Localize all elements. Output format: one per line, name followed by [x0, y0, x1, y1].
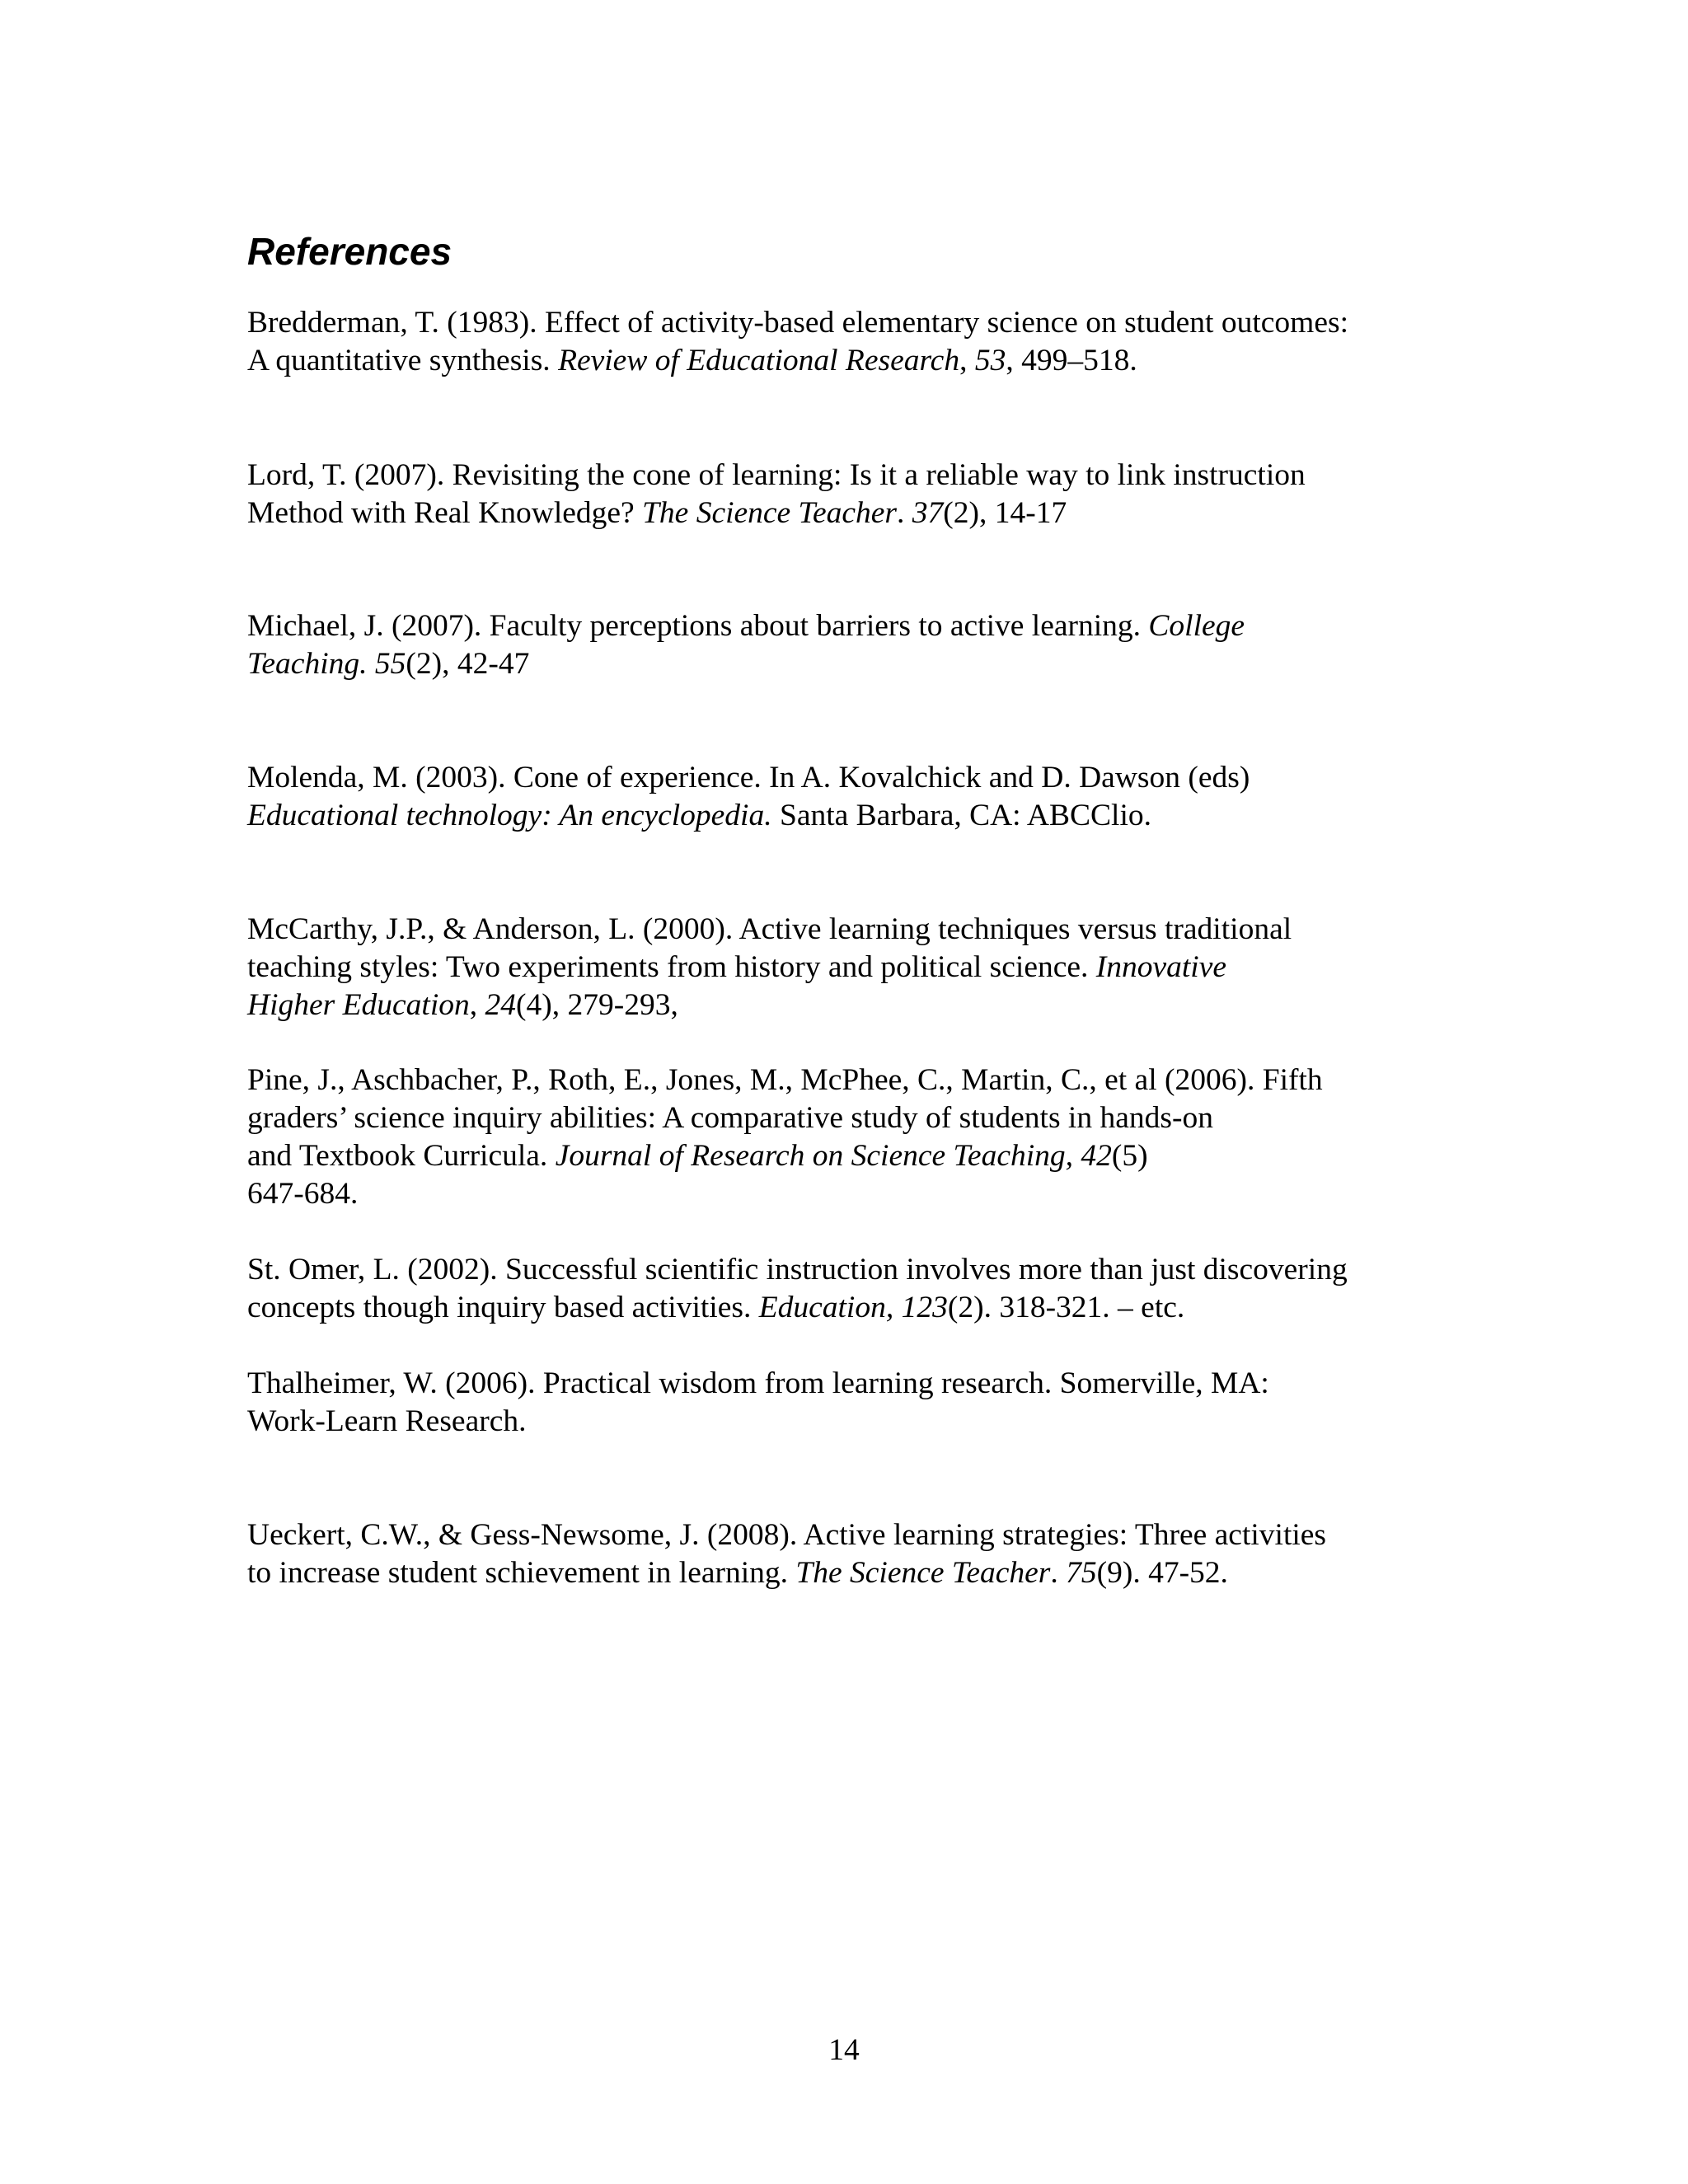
- reference-text: and Textbook Curricula.: [247, 1139, 556, 1173]
- reference-line: [247, 645, 1533, 683]
- reference-text: (5): [1111, 1139, 1148, 1173]
- reference-michael: [247, 607, 1533, 683]
- volume-number: 37: [912, 496, 944, 530]
- reference-line: [247, 1137, 1533, 1175]
- reference-text: Method with Real Knowledge?: [247, 496, 643, 530]
- journal-title: Journal of Research on Science Teaching, 42: [555, 1139, 1112, 1173]
- journal-title: Higher Education: [247, 988, 470, 1022]
- reference-line: [247, 987, 1533, 1024]
- volume-number: 24: [485, 988, 517, 1022]
- journal-title: The Science Teacher: [795, 1556, 1051, 1590]
- reference-text: teaching styles: Two experiments from history and political science.: [247, 950, 1096, 984]
- reference-text: (9). 47-52.: [1096, 1556, 1228, 1590]
- reference-text: .: [1050, 1556, 1067, 1590]
- journal-title: Teaching. 55: [247, 647, 406, 681]
- reference-text: Santa Barbara, CA: ABCClio.: [771, 799, 1151, 832]
- reference-line: Thalheimer, W. (2006). Practical wisdom from learning research. Somerville, MA:: [247, 1366, 1269, 1400]
- reference-line: McCarthy, J.P., & Anderson, L. (2000). Active learning techniques versus traditional: [247, 912, 1292, 946]
- book-title: Educational technology: An encyclopedia.: [247, 799, 772, 832]
- reference-text: (2), 14-17: [943, 496, 1067, 530]
- volume-number: 53: [974, 344, 1006, 377]
- reference-line: Lord, T. (2007). Revisiting the cone of learning: Is it a reliable way to link instruction: [247, 458, 1306, 492]
- reference-line: Molenda, M. (2003). Cone of experience. In A. Kovalchick and D. Dawson (eds): [247, 761, 1250, 794]
- reference-line: St. Omer, L. (2002). Successful scientific instruction involves more than just discovering: [247, 1253, 1348, 1286]
- reference-line: Bredderman, T. (1983). Effect of activity-based elementary science on student outcomes:: [247, 306, 1348, 340]
- reference-line: [247, 607, 1533, 645]
- reference-text: (4), 279-293,: [516, 988, 678, 1022]
- volume-number: 75: [1066, 1556, 1097, 1590]
- reference-text: , 499–518.: [1006, 344, 1137, 377]
- journal-title: The Science Teacher: [642, 496, 897, 530]
- reference-line: [247, 1289, 1533, 1327]
- reference-thalheimer: [247, 1365, 1533, 1441]
- reference-line: Pine, J., Aschbacher, P., Roth, E., Jones, M., McPhee, C., Martin, C., et al (2006). Fifth: [247, 1063, 1323, 1097]
- reference-text: ,: [959, 344, 975, 377]
- journal-title: College: [1148, 609, 1245, 643]
- reference-line: graders’ science inquiry abilities: A comparative study of students in hands-on: [247, 1101, 1213, 1135]
- reference-line: Work-Learn Research.: [247, 1404, 527, 1438]
- reference-text: Michael, J. (2007). Faculty perceptions about barriers to active learning.: [247, 609, 1149, 643]
- references-heading: References: [247, 230, 452, 273]
- reference-st-omer: [247, 1251, 1533, 1327]
- reference-text: .: [897, 496, 912, 530]
- reference-ueckert: [247, 1516, 1533, 1592]
- reference-line: [247, 949, 1533, 987]
- reference-text: concepts though inquiry based activities.: [247, 1291, 759, 1324]
- reference-lord: [247, 457, 1533, 532]
- reference-text: ,: [469, 988, 485, 1022]
- reference-molenda: [247, 759, 1533, 835]
- journal-title: Review of Educational Research: [558, 344, 960, 377]
- reference-text: (2). 318-321. – etc.: [947, 1291, 1185, 1324]
- reference-pine: [247, 1062, 1533, 1213]
- reference-line: [247, 342, 1533, 380]
- reference-line: Ueckert, C.W., & Gess-Newsome, J. (2008). Active learning strategies: Three activities: [247, 1518, 1327, 1552]
- reference-line: [247, 494, 1533, 532]
- page-number: 14: [828, 2033, 860, 2067]
- reference-text: to increase student schievement in learning.: [247, 1556, 796, 1590]
- reference-text: A quantitative synthesis.: [247, 344, 559, 377]
- journal-title: Innovative: [1095, 950, 1227, 984]
- reference-text: (2), 42-47: [406, 647, 530, 681]
- reference-line: 647-684.: [247, 1177, 359, 1211]
- reference-mccarthy: [247, 911, 1533, 1024]
- reference-bredderman: [247, 304, 1533, 380]
- reference-line: [247, 797, 1533, 835]
- reference-line: [247, 1554, 1533, 1592]
- journal-title: Education, 123: [758, 1291, 948, 1324]
